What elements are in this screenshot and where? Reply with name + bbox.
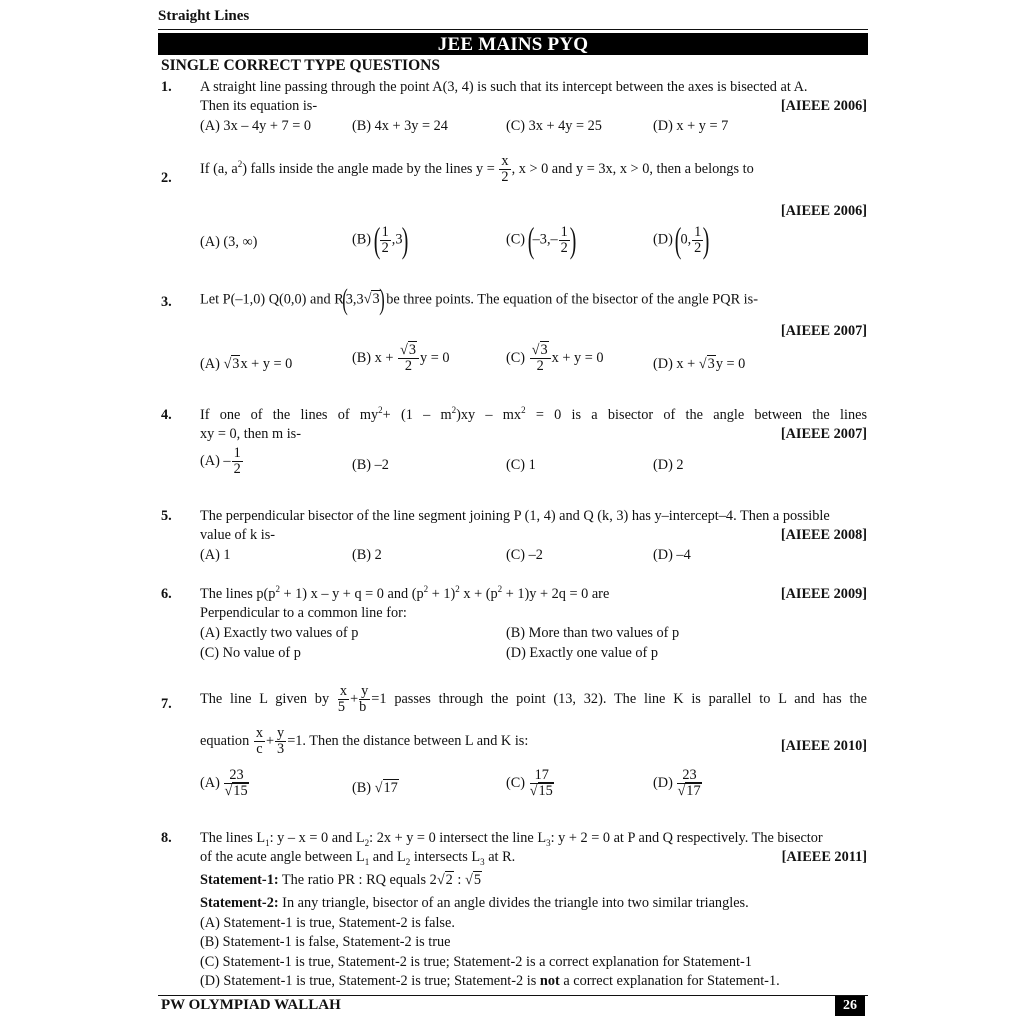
sqrt: √3: [363, 291, 380, 308]
denominator: 2: [501, 169, 509, 185]
option-a: [200, 768, 250, 799]
option-d: [653, 768, 703, 799]
option-label: (B): [352, 780, 372, 796]
numerator: x: [255, 725, 263, 741]
text-part: =1: [371, 690, 387, 707]
radicand: 17: [686, 783, 701, 799]
option-d: (D) Exactly one value of p: [506, 645, 659, 661]
option-label: (D) x +: [653, 356, 696, 372]
text-part: The ratio PR : RQ equals: [278, 872, 430, 888]
subscript: 3: [546, 837, 551, 848]
question-number: 2.: [161, 170, 172, 186]
denominator: [224, 784, 248, 799]
numerator: 23: [677, 768, 701, 784]
paren: ): [703, 220, 710, 260]
fraction: [224, 768, 248, 799]
sqrt: √3: [698, 356, 715, 372]
numerator: 1: [560, 223, 568, 240]
option-label: (C): [506, 349, 526, 366]
text-part: + (1 – m: [382, 407, 452, 423]
fraction: [530, 768, 554, 799]
question-text: [200, 407, 867, 424]
option-label: (D): [653, 231, 673, 248]
question-text: [200, 586, 867, 603]
option-c: (C) 1: [506, 457, 536, 473]
statement-2: [200, 895, 867, 912]
fraction: [380, 225, 391, 256]
numerator: x: [339, 683, 348, 699]
question-text: [200, 849, 867, 866]
option-c: (C) –2: [506, 547, 543, 563]
text-part: intersects L: [410, 849, 481, 865]
fraction: [692, 225, 703, 256]
source-tag: [AIEEE 2007]: [780, 323, 867, 339]
numerator: [530, 343, 551, 359]
question-text: [200, 285, 867, 315]
radicand: 3: [232, 356, 240, 372]
section-heading: SINGLE CORRECT TYPE QUESTIONS: [161, 57, 440, 74]
denominator: [677, 784, 701, 799]
question-text: [200, 154, 867, 185]
option-b: (B) 4x + 3y = 24: [352, 118, 448, 134]
option-b: (B) More than two values of p: [506, 625, 680, 641]
text-part: : y – x = 0 and L: [269, 830, 365, 846]
subscript: 1: [364, 856, 370, 867]
numerator: 1: [381, 223, 389, 240]
fraction: [559, 225, 570, 256]
denominator: b: [359, 699, 367, 715]
numerator: y: [361, 683, 369, 699]
subscript: 2: [405, 856, 411, 867]
denominator: 5: [337, 699, 346, 715]
text-part: at R.: [484, 849, 516, 865]
numerator: y: [277, 725, 285, 741]
text-part: –3,–: [532, 231, 558, 248]
denominator: 2: [233, 461, 241, 477]
statement-1: [200, 872, 867, 889]
numerator: 1: [233, 445, 241, 461]
superscript: 2: [497, 584, 503, 595]
emphasis: not: [539, 973, 560, 989]
option-b: (B) Statement-1 is false, Statement-2 is true: [200, 934, 451, 950]
fraction: [232, 446, 243, 477]
question-number: 8.: [161, 830, 172, 846]
text-part: and L: [369, 849, 406, 865]
denominator: 2: [560, 239, 568, 256]
option-label: (A): [200, 774, 220, 791]
text-part: If (a, a: [200, 160, 238, 177]
source-tag: [AIEEE 2006]: [780, 203, 867, 219]
question-number: 1.: [161, 79, 172, 95]
superscript: 2: [237, 159, 243, 170]
fraction: [530, 343, 551, 374]
option-a: (A) 1: [200, 547, 231, 563]
text-part: passes through the point (13, 32). The line K is parallel to L and has the: [394, 690, 867, 707]
option-b: [352, 780, 399, 797]
text-part: The lines L: [200, 830, 266, 846]
numerator: 1: [694, 223, 702, 240]
radicand: 2: [445, 872, 453, 888]
paren: ): [378, 283, 385, 316]
text-part: x + (p: [459, 586, 498, 602]
text-part: 3,3: [345, 291, 364, 308]
option-d: [653, 356, 745, 373]
header-rule: [158, 29, 868, 30]
section-banner: JEE MAINS PYQ: [158, 33, 868, 55]
text-part: x + y = 0: [551, 349, 604, 366]
paren: (: [342, 283, 348, 316]
radicand: 5: [473, 872, 481, 888]
option-a: [200, 356, 292, 373]
question-number: 3.: [161, 294, 172, 310]
text-part: + 1) x – y + q = 0 and (p: [279, 586, 424, 602]
text-part: 0,: [680, 231, 692, 248]
radicand: 3: [372, 291, 380, 308]
option-label: (D): [653, 774, 673, 791]
denominator: [530, 784, 554, 799]
option-b: [352, 343, 450, 374]
text-part: , x > 0 and y = 3x, x > 0, then a belongs to: [511, 160, 754, 177]
text-part: :: [453, 872, 465, 888]
numerator: x: [501, 153, 509, 169]
option-d: (D) 2: [653, 457, 684, 473]
radicand: 15: [538, 783, 553, 799]
text-part: y = 0: [715, 356, 746, 372]
sqrt: √3: [400, 342, 417, 358]
denominator: 3: [277, 741, 285, 757]
text-part: of the acute angle between L: [200, 849, 365, 865]
sqrt: √3: [531, 342, 548, 358]
radicand: 3: [540, 342, 548, 358]
question-text: value of k is-: [200, 527, 276, 543]
sqrt: √17: [374, 780, 398, 796]
text-part: + 1)y + 2q = 0 are: [502, 586, 610, 602]
radicand: 15: [233, 783, 248, 799]
source-tag: [AIEEE 2009]: [780, 586, 867, 602]
option-c: (C) No value of p: [200, 645, 301, 661]
sqrt: √5: [464, 872, 481, 888]
option-a: (A) Exactly two values of p: [200, 625, 359, 641]
radicand: 3: [707, 356, 715, 372]
sqrt: √3: [223, 356, 240, 372]
source-tag: [AIEEE 2010]: [780, 738, 867, 754]
text-part: a correct explanation for Statement-1.: [559, 973, 780, 989]
fraction: [338, 684, 349, 715]
denominator: 2: [404, 358, 413, 374]
question-text: Perpendicular to a common line for:: [200, 605, 407, 621]
statement-label: Statement-1:: [200, 872, 279, 888]
fraction: [254, 726, 265, 757]
subscript: 2: [364, 837, 370, 848]
statement-label: Statement-2:: [200, 895, 279, 911]
question-number: 4.: [161, 407, 172, 423]
text-part: equation: [200, 732, 250, 749]
paren: (: [373, 220, 380, 260]
chapter-title: Straight Lines: [158, 8, 250, 24]
paren: ): [569, 220, 577, 260]
option-label: (A) –: [200, 452, 231, 469]
text-part: ) falls inside the angle made by the lines y =: [242, 160, 499, 177]
numerator: [398, 343, 419, 359]
option-c: [506, 222, 575, 258]
superscript: 2: [455, 584, 460, 595]
text-part: y = 0: [420, 349, 450, 366]
paren: (: [527, 220, 534, 260]
option-b: (B) 2: [352, 547, 382, 563]
source-tag: [AIEEE 2007]: [780, 426, 867, 442]
text-part: x + y = 0: [240, 356, 293, 372]
fraction: [398, 343, 419, 374]
question-number: 6.: [161, 586, 172, 602]
text-part: Let P(–1,0) Q(0,0) and R: [200, 291, 344, 308]
option-a: (A) 3x – 4y + 7 = 0: [200, 118, 312, 134]
option-c: [506, 768, 555, 799]
numerator: 23: [224, 768, 248, 784]
source-tag: [AIEEE 2006]: [780, 98, 867, 114]
option-c: [506, 343, 604, 374]
source-tag: [AIEEE 2011]: [781, 849, 867, 865]
superscript: 2: [275, 584, 280, 595]
option-a: (A) (3, ∞): [200, 234, 258, 250]
question-text: xy = 0, then m is-: [200, 426, 301, 442]
sqrt: √2: [436, 872, 453, 888]
denominator: c: [256, 741, 263, 757]
text-part: . Then the distance between L and K is:: [302, 732, 529, 749]
question-text: The line L given by $\frac{x}{5}$ + $\frac{y}{b}$ =1 passes through the point (13, 32). The line K is parallel to L and has the: [200, 683, 867, 715]
superscript: 2: [378, 405, 383, 416]
question-text: A straight line passing through the point A(3, 4) is such that its intercept between the axes is bisected at A.: [200, 79, 808, 95]
text-part: The line L given by: [200, 690, 330, 707]
text-part: If one of the lines of my: [200, 407, 379, 423]
fraction: [677, 768, 701, 799]
radicand: 17: [383, 780, 398, 796]
text-part: : 2x + y = 0 intersect the line L: [369, 830, 547, 846]
option-d: [653, 222, 708, 258]
denominator: 2: [536, 358, 544, 374]
option-label: (C): [506, 231, 526, 248]
sqrt: √17: [677, 783, 701, 799]
subscript: 3: [480, 856, 485, 867]
option-label: (C): [506, 774, 526, 791]
footer-brand: PW OLYMPIAD WALLAH: [161, 997, 341, 1013]
numerator: 17: [530, 768, 554, 784]
text-part: The lines p(p: [200, 586, 276, 602]
fraction: [275, 726, 286, 757]
page-number: 26: [835, 996, 865, 1016]
radicand: 3: [408, 342, 417, 358]
option-c: (C) Statement-1 is true, Statement-2 is true; Statement-2 is a correct explanation for Statement-1: [200, 954, 752, 970]
question-text: [200, 830, 867, 847]
question-text: The perpendicular bisector of the line segment joining P (1, 4) and Q (k, 3) has y–intercept–4. Then a possible: [200, 508, 830, 524]
option-label: (B) x +: [352, 349, 394, 366]
source-tag: [AIEEE 2008]: [780, 527, 867, 543]
sqrt: √15: [224, 783, 248, 799]
superscript: 2: [423, 584, 429, 595]
sqrt: √15: [529, 783, 553, 799]
option-d: (D) –4: [653, 547, 691, 563]
superscript: 2: [521, 405, 526, 416]
option-label: (B): [352, 231, 372, 248]
text-part: )xy – mx: [456, 407, 522, 423]
text-part: = 0 is a bisector of the angle between the lines: [525, 407, 868, 423]
text-part: ,3: [391, 231, 403, 248]
option-d: (D) x + y = 7: [653, 118, 729, 134]
text-part: (D) Statement-1 is true, Statement-2 is true; Statement-2 is: [200, 973, 540, 989]
option-b: (B) –2: [352, 457, 389, 473]
superscript: 2: [451, 405, 457, 416]
question-text: Then its equation is-: [200, 98, 318, 114]
subscript: 1: [265, 837, 270, 848]
text-part: + 1): [428, 586, 456, 602]
text-part: =1: [287, 732, 303, 749]
denominator: 2: [381, 239, 389, 256]
option-c: (C) 3x + 4y = 25: [506, 118, 602, 134]
paren: ): [401, 220, 408, 260]
option-a: (A) Statement-1 is true, Statement-2 is false.: [200, 915, 455, 931]
text-part: 2: [429, 872, 437, 888]
option-b: [352, 222, 407, 258]
question-number: 7.: [161, 696, 172, 712]
question-number: 5.: [161, 508, 172, 524]
footer-rule: [158, 995, 868, 996]
paren: (: [675, 220, 682, 260]
denominator: 2: [694, 239, 702, 256]
text-part: be three points. The equation of the bisector of the angle PQR is-: [382, 291, 758, 308]
question-text: equation $\frac{x}{c}$ + $\frac{y}{3}$ =1. Then the distance between L and K is:: [200, 725, 529, 757]
fraction: [499, 154, 510, 185]
text-part: : y + 2 = 0 at P and Q respectively. The bisector: [550, 830, 823, 846]
option-label: (A): [200, 356, 220, 372]
fraction: [359, 684, 370, 715]
option-d: [200, 973, 867, 990]
option-a: [200, 446, 244, 477]
text-part: In any triangle, bisector of an angle divides the triangle into two similar triangles.: [278, 895, 749, 911]
